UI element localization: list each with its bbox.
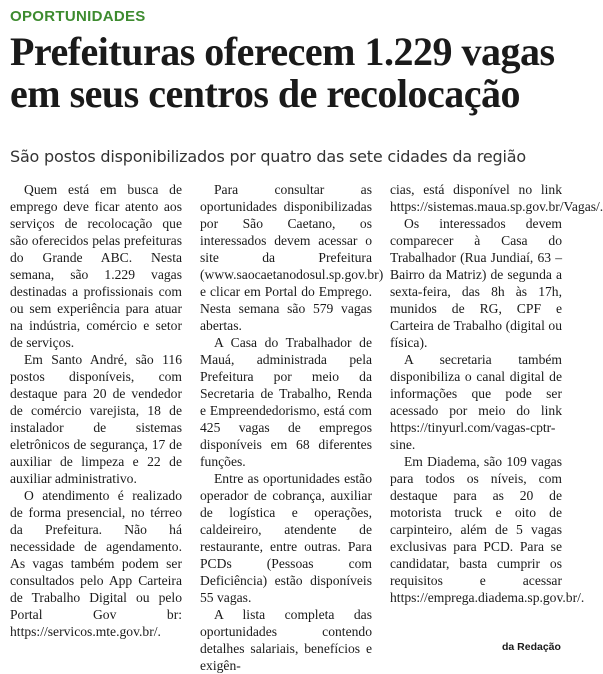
paragraph: A Casa do Trabalhador de Mauá, administrada pela Prefeitura por meio da Secretaria de Trabalho, Renda e Empreendedorismo, está com 425 vagas de empregos disponíveis em 68 diferentes funções. — [200, 335, 372, 469]
paragraph: Em Diadema, são 109 vagas para todos os níveis, com destaque para as 20 de motorista truck e oito de carpinteiro, além de 5 vagas exclusivas para PCD. Para se candidatar, basta cumprir os requisitos e acessar https://emprega.diadema.sp.gov.br/. — [390, 454, 585, 605]
paragraph: Em Santo André, são 116 postos disponíveis, com destaque para 20 de vendedor de comércio varejista, 18 de instalador de sistemas eletrônicos de segurança, 17 de auxiliar de limpeza e 22 de auxiliar administrativo. — [10, 352, 182, 486]
section-label: OPORTUNIDADES — [10, 8, 146, 25]
paragraph: Os interessados devem comparecer à Casa do Trabalhador (Rua Jundiaí, 63 – Bairro da Matriz) de segunda a sexta-feira, das 8h às 17h, munidos de RG, CPF e Carteira de Trabalho (digital ou física). — [390, 216, 562, 350]
headline: Prefeituras oferecem 1.229 vagas em seus centros de recolocação — [10, 29, 555, 116]
paragraph: Para consultar as oportunidades disponibilizadas por São Caetano, os interessados devem acessar o site da Prefeitura (www.saocaetanodosul.sp.gov.br) e clicar em Portal do Emprego. Nesta semana são 579 vagas abertas. — [200, 182, 384, 333]
subheadline: São postos disponibilizados por quatro das sete cidades da região — [10, 147, 526, 166]
paragraph: Quem está em busca de emprego deve ficar atento aos serviços de recolocação que são oferecidos pelas prefeituras do Grande ABC. Nesta semana, são 1.229 vagas destinadas a profissionais com ou sem experiência para atuar na indústria, comércio e setor de serviços. — [10, 182, 182, 350]
paragraph: Entre as oportunidades estão operador de cobrança, auxiliar de logística e operações, caldeireiro, atendente de restaurante, entre outras. Para PCDs (Pessoas com Deficiência) estão disponíveis 55 vagas. — [200, 471, 372, 605]
article-column-2 — [200, 181, 384, 674]
paragraph: A lista completa das oportunidades contendo detalhes salariais, benefícios e exigên- — [200, 607, 372, 673]
paragraph: cias, está disponível no link https://sistemas.maua.sp.gov.br/Vagas/. — [390, 182, 603, 214]
paragraph: A secretaria também disponibiliza o canal digital de informações que pode ser acessado por meio do link https://tinyurl.com/vagas-cptr-sine. — [390, 352, 562, 452]
paragraph: O atendimento é realizado de forma presencial, no térreo da Prefeitura. Não há necessidade de agendamento. As vagas também podem ser consultados pelo App Carteira de Trabalho Digital ou pelo Portal Gov br: https://servicos.mte.gov.br/. — [10, 488, 182, 639]
article-column-3 — [390, 181, 603, 606]
article-column-1 — [10, 181, 182, 640]
byline: da Redação — [502, 641, 561, 653]
